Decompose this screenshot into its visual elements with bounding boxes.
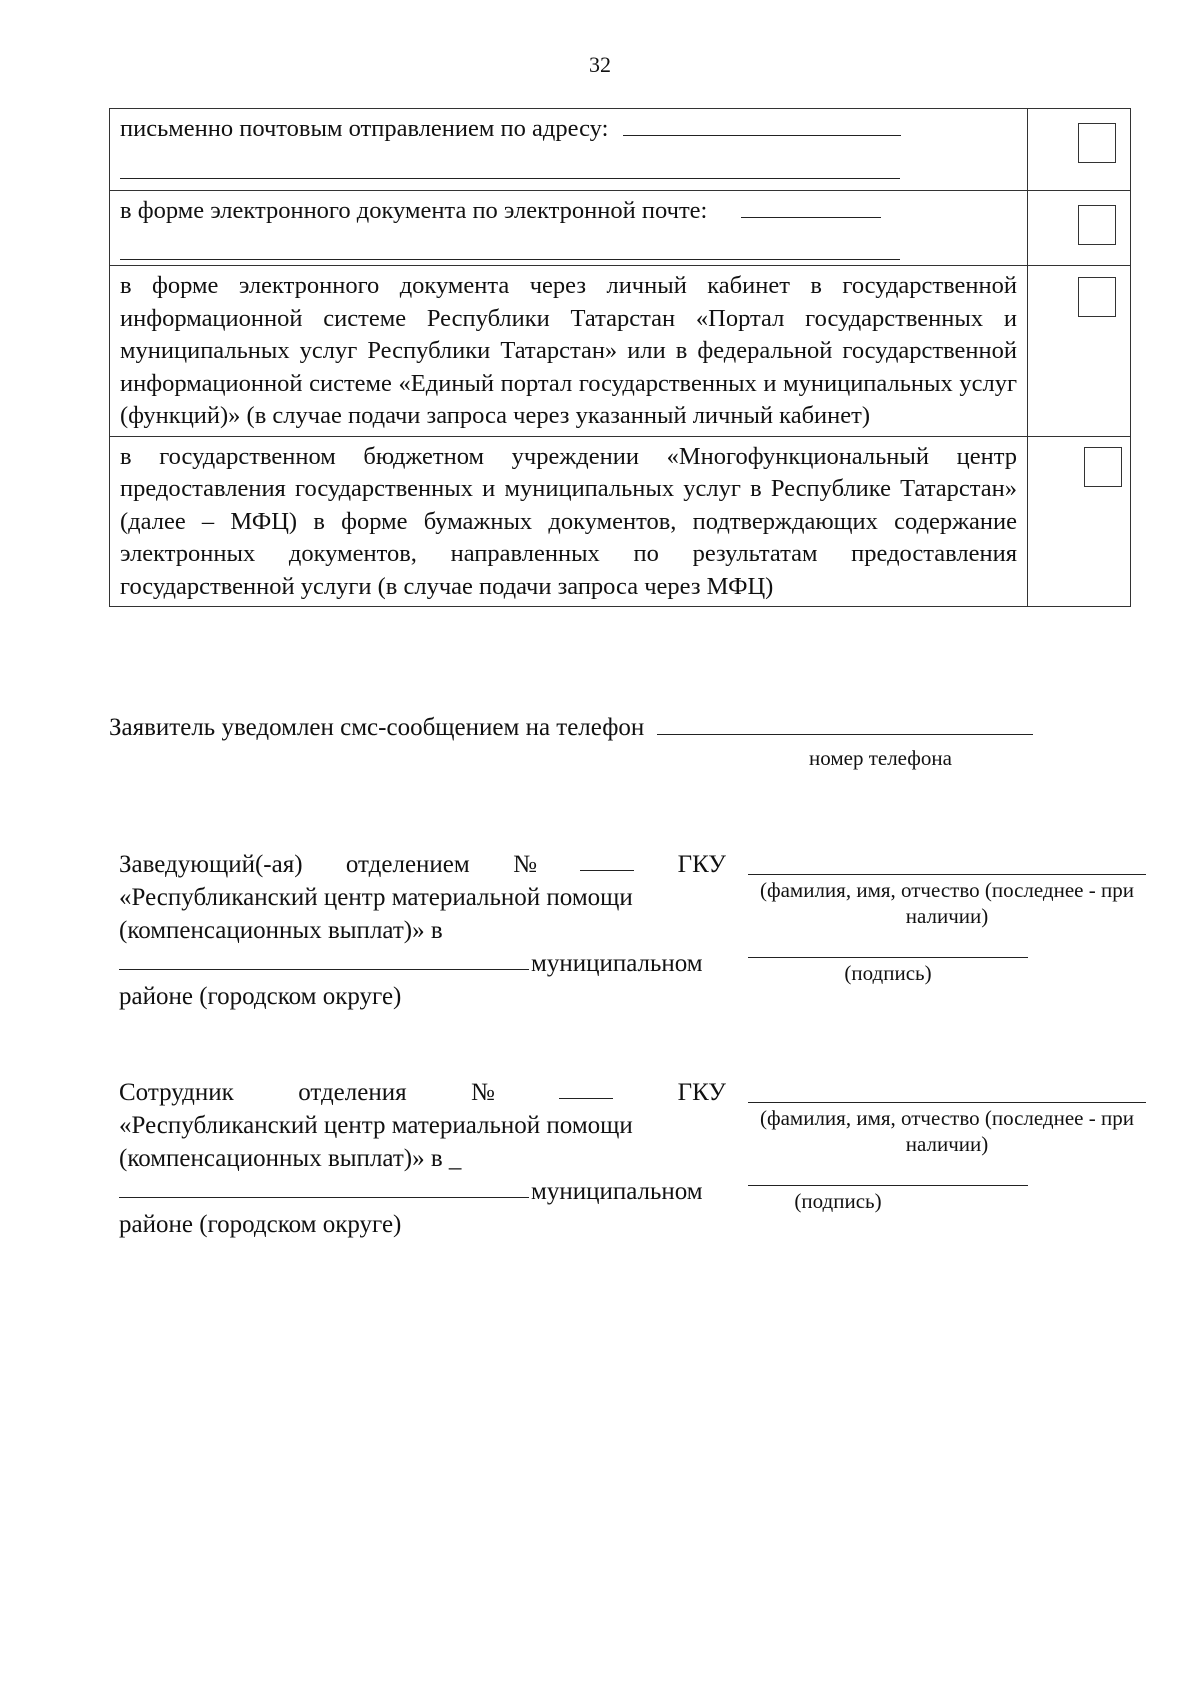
municipality-field[interactable]: [119, 947, 529, 970]
employee-title-word: Сотрудник: [119, 1079, 234, 1106]
head-signature-caption: (подпись): [844, 961, 932, 985]
option-row-portal: [110, 266, 1131, 437]
head-title-word: муниципальном: [531, 950, 703, 977]
head-fio-field[interactable]: [748, 874, 1146, 875]
option-row-mfc: [110, 436, 1131, 607]
head-fio-caption: (фамилия, имя, отчество (последнее - при наличии): [760, 878, 1134, 928]
head-signature-field[interactable]: [748, 957, 1028, 958]
employee-title-word: муниципальном: [531, 1178, 703, 1205]
checkbox-email[interactable]: [1078, 205, 1116, 245]
employee-signature-field[interactable]: [748, 1185, 1028, 1186]
option-cell: в форме электронного документа через личный кабинет в государственной информационной системе Республики Татарстан «Портал государственных и муниципальных услуг Республики Татарстан» или в федеральной государственной информационной системе «Единый портал государственных и муниципальных услуг (функций)» (в случае подачи запроса через указанный личный кабинет): [110, 266, 1028, 437]
employee-row-2: «Республиканский центр материальной помощи: [119, 1112, 633, 1139]
head-title-word: отделением: [345, 851, 470, 878]
option-cell: в государственном бюджетном учреждении «Многофункциональный центр предоставления государственных и муниципальных услуг в Республике Татарстан» (далее – МФЦ) в форме бумажных документов, подтверждающих содержание электронных документов, направленных по результатам предоставления государственной услуги (в случае подачи запроса через МФЦ): [110, 436, 1028, 607]
email-field[interactable]: [741, 195, 881, 218]
employee-title-word: отделения: [298, 1079, 407, 1106]
head-title-word: ГКУ: [677, 851, 726, 878]
employee-fio-caption: (фамилия, имя, отчество (последнее - при наличии): [760, 1106, 1134, 1156]
number-sign: №: [471, 1079, 495, 1106]
number-sign: №: [513, 851, 537, 878]
checkbox-cell: [1028, 190, 1131, 266]
employee-signature-column: [748, 1102, 1146, 1214]
option-label-email: в форме электронного документа по электронной почте:: [120, 196, 708, 224]
head-row-5: районе (городском округе): [119, 983, 402, 1010]
delivery-options-table: [109, 108, 1131, 607]
page-number: 32: [589, 52, 611, 77]
employee-department-number-field[interactable]: [559, 1076, 613, 1099]
head-signature-column: [748, 874, 1146, 986]
employee-row-1: [119, 1076, 726, 1109]
employee-fio-field[interactable]: [748, 1102, 1146, 1103]
option-label-post: письменно почтовым отправлением по адресу:: [120, 115, 609, 142]
option-row-email: [110, 190, 1131, 266]
checkbox-cell: [1028, 436, 1131, 607]
employee-block: [119, 1076, 726, 1241]
option-row-post: [110, 109, 1131, 191]
employee-row-5: районе (городском округе): [119, 1211, 402, 1238]
head-row-2: «Республиканский центр материальной помощи: [119, 884, 633, 911]
email-field-line-2[interactable]: [120, 233, 900, 260]
head-row-4: [119, 947, 726, 980]
employee-row-3: (компенсационных выплат)» в _: [119, 1145, 462, 1172]
phone-field-caption: номер телефона: [809, 746, 952, 770]
checkbox-portal[interactable]: [1078, 277, 1116, 317]
address-field-line-2[interactable]: [120, 152, 900, 179]
checkbox-mfc[interactable]: [1084, 447, 1122, 487]
employee-title-word: ГКУ: [677, 1079, 726, 1106]
checkbox-cell: [1028, 109, 1131, 191]
employee-row-4: [119, 1175, 726, 1208]
head-title-word: Заведующий(-ая): [119, 851, 303, 878]
head-of-department-block: [119, 848, 726, 1013]
phone-field[interactable]: [657, 712, 1033, 735]
head-row-3: (компенсационных выплат)» в: [119, 917, 443, 944]
employee-municipality-field[interactable]: [119, 1175, 529, 1198]
sms-notice-text: Заявитель уведомлен смс-сообщением на телефон: [109, 714, 645, 741]
checkbox-cell: [1028, 266, 1131, 437]
employee-signature-caption: (подпись): [794, 1189, 882, 1213]
sms-notice: [109, 712, 1033, 742]
head-row-1: [119, 848, 726, 881]
department-number-field[interactable]: [580, 848, 634, 871]
option-cell: [110, 190, 1028, 266]
address-field[interactable]: [623, 113, 901, 136]
checkbox-post[interactable]: [1078, 123, 1116, 163]
option-cell: [110, 109, 1028, 191]
